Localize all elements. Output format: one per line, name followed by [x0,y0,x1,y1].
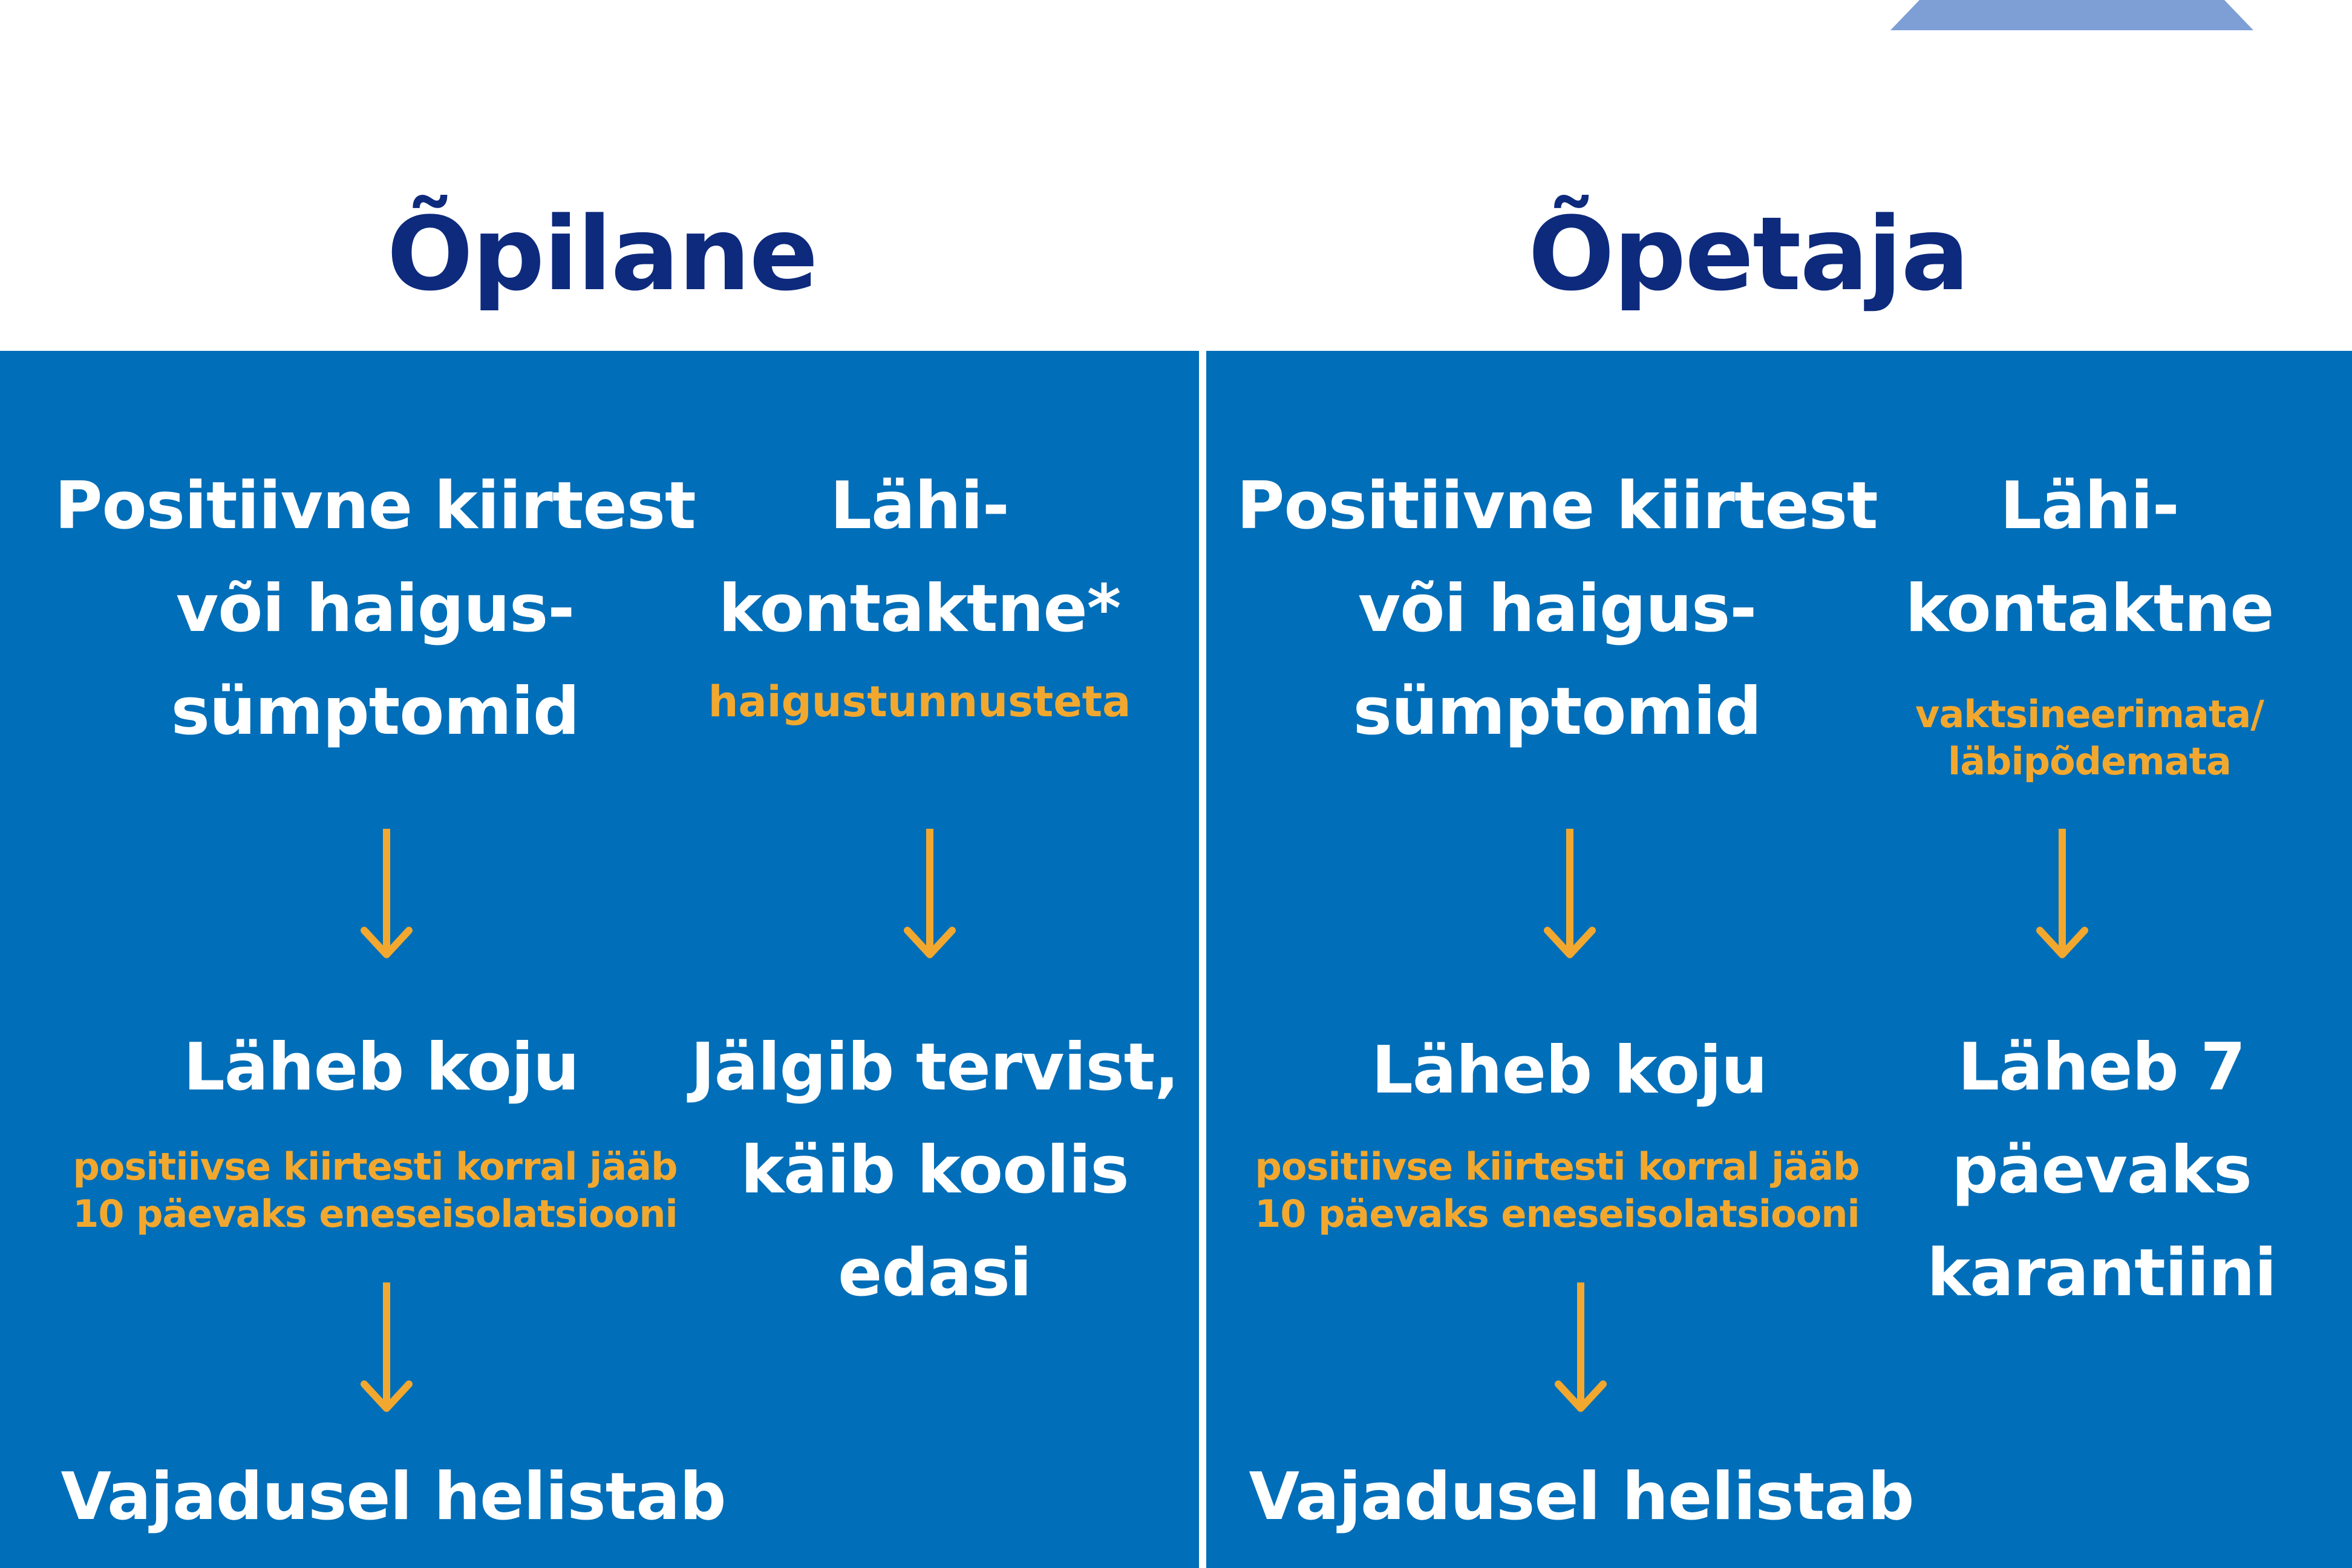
title-line: või haigus- [175,571,575,647]
title-line: või haigus- [1357,571,1757,647]
title-line: Positiivne kiirtest [54,468,696,544]
title-line: kontaktne [1905,571,2274,647]
teacher-contact-result [1872,1016,2331,1325]
panel-teacher [1206,351,2352,1568]
teacher-positive-note [1206,1143,1908,1238]
note-line: 10 päevaks eneseisolatsiooni [1255,1192,1860,1236]
arrow-down-icon [903,829,957,962]
title-line: sümptomid [1353,674,1762,750]
note-line: 10 päevaks eneseisolatsiooni [73,1192,678,1236]
next-text: Vajadusel helistab [60,1459,726,1535]
note-line: positiivse kiirtesti korral jääb [1255,1145,1860,1189]
teacher-positive-result [1206,1019,1932,1122]
arrow-down-icon [1553,1282,1608,1416]
result-line: päevaks [1952,1132,2252,1208]
teacher-positive-next [1206,1446,1956,1549]
title-line: sümptomid [171,674,580,750]
title-line: Lähi- [2000,468,2179,544]
qualifier-text: haigustunnusteta [708,677,1131,727]
title-line: Positiivne kiirtest [1236,468,1878,544]
result-line: Läheb 7 [1958,1030,2246,1105]
panel-student [0,351,1199,1568]
qualifier-line: vaktsineerimata/ [1915,692,2264,736]
heading-teacher: Õpetaja [1528,195,1968,313]
result-line: Jälgib tervist, [690,1030,1179,1105]
student-contact-qualifier [690,678,1149,726]
qualifier-line: läbipõdemata [1947,739,2232,783]
student-positive-title [0,455,750,763]
student-positive-note [0,1143,750,1238]
title-line: Lähi- [830,468,1009,544]
result-line: käib koolis [740,1132,1129,1208]
arrow-down-icon [359,829,414,962]
student-positive-next [0,1446,786,1549]
arrow-down-icon [1543,829,1597,962]
next-text: Vajadusel helistab [1249,1459,1914,1535]
result-text: Läheb koju [1371,1033,1767,1108]
teacher-positive-title [1206,455,1908,763]
teacher-contact-qualifier [1860,691,2319,785]
result-text: Läheb koju [183,1030,579,1105]
student-contact-result [690,1016,1180,1325]
result-line: edasi [838,1235,1031,1311]
note-line: positiivse kiirtesti korral jääb [73,1145,678,1189]
teacher-contact-title [1860,455,2319,661]
heading-student: Õpilane [387,195,817,313]
title-line: kontaktne* [718,571,1121,647]
decorative-top-shape [1890,0,2253,30]
student-contact-title [690,455,1149,661]
student-positive-result [0,1016,762,1119]
arrow-down-icon [2035,829,2089,962]
result-line: karantiini [1927,1235,2276,1311]
arrow-down-icon [359,1282,414,1416]
